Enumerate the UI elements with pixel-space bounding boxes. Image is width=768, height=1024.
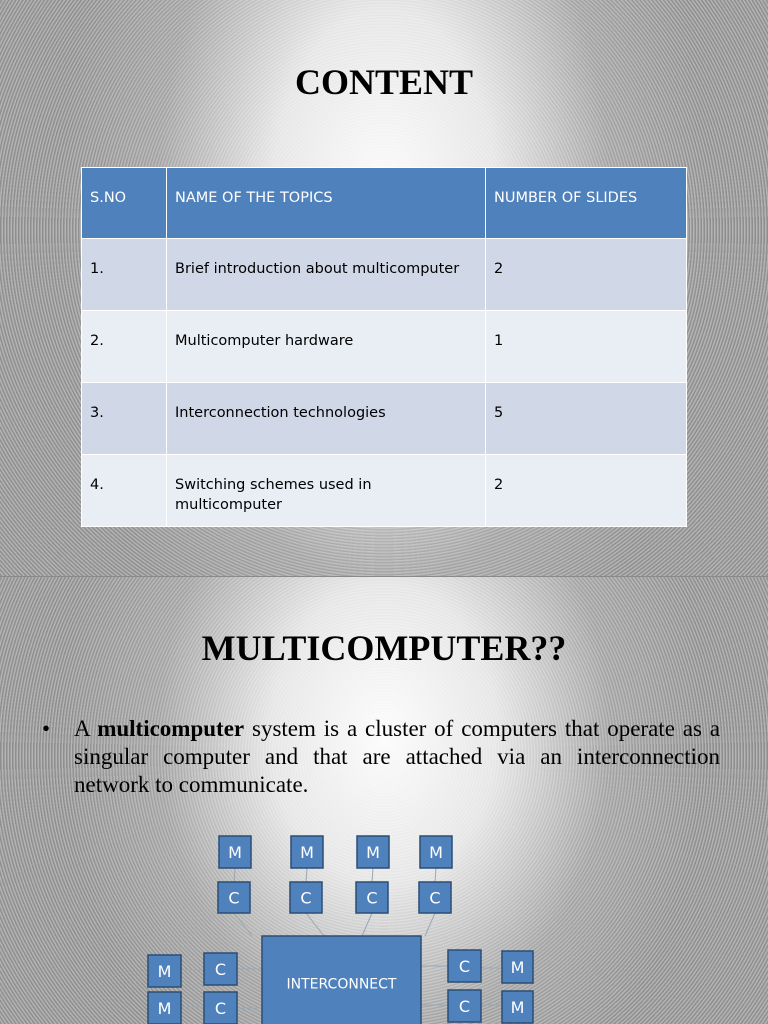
cpu-node bbox=[204, 953, 237, 985]
cell-sno: 1. bbox=[82, 239, 167, 311]
memory-node bbox=[291, 836, 323, 868]
cpu-node bbox=[218, 882, 250, 913]
memory-node bbox=[219, 836, 251, 868]
connector-line bbox=[425, 913, 435, 936]
connector-line bbox=[362, 913, 372, 936]
cell-sno: 4. bbox=[82, 455, 167, 527]
svg-text:C: C bbox=[214, 998, 227, 1018]
header-sno: S.NO bbox=[82, 168, 167, 239]
cell-sno: 2. bbox=[82, 311, 167, 383]
contents-table bbox=[81, 167, 687, 527]
table-row bbox=[82, 311, 687, 383]
memory-node bbox=[502, 991, 533, 1023]
table-row bbox=[82, 455, 687, 527]
svg-text:C: C bbox=[300, 888, 312, 908]
table-header-row bbox=[82, 168, 687, 239]
slide-title: CONTENT bbox=[294, 62, 474, 102]
memory-node bbox=[502, 951, 533, 983]
cpu-node bbox=[290, 882, 322, 913]
slide-title: MULTICOMPUTER?? bbox=[201, 628, 567, 668]
svg-text:M: M bbox=[510, 957, 525, 977]
svg-text:M: M bbox=[157, 998, 172, 1018]
connector-line bbox=[234, 913, 252, 936]
svg-text:M: M bbox=[429, 842, 443, 862]
cell-topic: Interconnection technologies bbox=[167, 383, 486, 455]
cell-slides: 2 bbox=[486, 455, 687, 527]
svg-text:M: M bbox=[228, 842, 242, 862]
svg-text:M: M bbox=[366, 842, 380, 862]
table-row bbox=[82, 239, 687, 311]
memory-node bbox=[148, 992, 181, 1024]
header-topic: NAME OF THE TOPICS bbox=[167, 168, 486, 239]
bullet-text-bold: multicomputer bbox=[97, 716, 245, 741]
cell-slides: 5 bbox=[486, 383, 687, 455]
cell-topic: Switching schemes used in multicomputer bbox=[167, 455, 486, 527]
cpu-node bbox=[356, 882, 388, 913]
bullet-icon: • bbox=[42, 716, 51, 741]
interconnect-box bbox=[262, 936, 421, 1024]
connector-line bbox=[306, 868, 307, 882]
svg-text:C: C bbox=[458, 956, 471, 976]
memory-node bbox=[357, 836, 389, 868]
bullet-text-pre: A bbox=[74, 716, 98, 741]
svg-text:C: C bbox=[366, 888, 378, 908]
cpu-node bbox=[448, 950, 481, 982]
svg-text:C: C bbox=[214, 959, 227, 979]
svg-text:C: C bbox=[458, 996, 471, 1016]
svg-text:M: M bbox=[300, 842, 314, 862]
svg-text:INTERCONNECT: INTERCONNECT bbox=[286, 976, 397, 993]
svg-text:M: M bbox=[510, 997, 525, 1017]
connector-line bbox=[435, 868, 436, 882]
svg-text:M: M bbox=[157, 961, 172, 981]
svg-text:C: C bbox=[429, 888, 441, 908]
multicomputer-diagram bbox=[0, 577, 768, 1024]
cpu-node bbox=[419, 882, 451, 913]
bullet-text-post: system is a cluster of computers that operate as a singular computer and that are attached via an interconnection network to communicate. bbox=[74, 716, 720, 797]
cpu-node bbox=[204, 992, 237, 1024]
header-slides: NUMBER OF SLIDES bbox=[486, 168, 687, 239]
cell-sno: 3. bbox=[82, 383, 167, 455]
svg-text:C: C bbox=[228, 888, 240, 908]
memory-node bbox=[148, 955, 181, 987]
connector-line bbox=[234, 868, 235, 882]
cell-topic: Brief introduction about multicomputer bbox=[167, 239, 486, 311]
cpu-node bbox=[448, 990, 481, 1022]
connector-line bbox=[306, 913, 324, 936]
cell-topic: Multicomputer hardware bbox=[167, 311, 486, 383]
connector-line bbox=[372, 868, 373, 882]
cell-slides: 1 bbox=[486, 311, 687, 383]
memory-node bbox=[420, 836, 452, 868]
cell-slides: 2 bbox=[486, 239, 687, 311]
slide-multicomputer bbox=[0, 577, 768, 1024]
table-row bbox=[82, 383, 687, 455]
